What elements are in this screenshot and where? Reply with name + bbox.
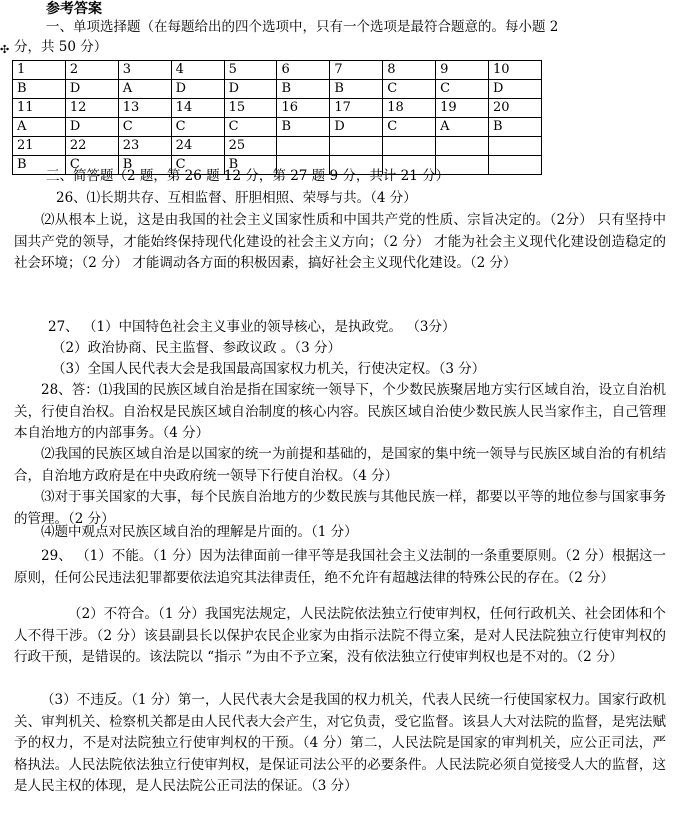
table-cell: B — [118, 156, 171, 175]
q28-part4: ⑷题中观点对民族区域自治的理解是片面的。（1 分） — [41, 524, 358, 540]
table-cell: C — [436, 80, 489, 99]
q29-part2: （2）不符合。（1 分）我国宪法规定，人民法院依法独立行使审判权，任何行政机关、社会团体和个人不得干涉。（2 分）该县副县长以保护农民企业家为由指示法院不得立案，是对人民法院独立行使审判权的行政干预，是错误的。该法院以 “指示 ”为由不予立案，没有依法独立行使审判权也是不对的。（2 分） — [14, 606, 666, 665]
table-cell: C — [383, 80, 436, 99]
table-row — [13, 80, 542, 99]
table-cell: B — [489, 118, 542, 137]
table-cell: C — [171, 156, 224, 175]
table-cell: C — [65, 156, 118, 175]
table-cell: 9 — [436, 61, 489, 80]
table-cell: 22 — [65, 137, 118, 156]
table-row — [13, 118, 542, 137]
page-title: 参考答案 — [46, 1, 102, 17]
table-cell: C — [118, 118, 171, 137]
table-row — [13, 99, 542, 118]
q27-part2: （2）政治协商、民主监督、参政议政 。（3 分） — [52, 340, 342, 356]
table-cell: B — [224, 156, 277, 175]
table-cell — [436, 137, 489, 156]
section1-heading: 一、单项选择题（在每题给出的四个选项中，只有一个选项是最符合题意的。每小题 2 — [46, 19, 559, 35]
table-cell: 12 — [65, 99, 118, 118]
table-cell: B — [330, 80, 383, 99]
table-cell: D — [65, 118, 118, 137]
table-cell: A — [436, 118, 489, 137]
table-cell: 23 — [118, 137, 171, 156]
table-cell: 4 — [171, 61, 224, 80]
table-cell: 17 — [330, 99, 383, 118]
table-cell: 10 — [489, 61, 542, 80]
table-cell: 11 — [13, 99, 66, 118]
table-cell: D — [489, 80, 542, 99]
table-cell: 1 — [13, 61, 66, 80]
table-cell: 14 — [171, 99, 224, 118]
move-handle-icon: ✣ — [0, 43, 10, 56]
table-cell — [330, 137, 383, 156]
q28-part2: ⑵我国的民族区域自治是以国家的统一为前提和基础的，是国家的集中统一领导与民族区域自治的有机结合，自治地方政府是在中央政府统一领导下行使自治权。（4 分） — [14, 446, 666, 484]
q26-part1: 26、⑴长期共存、互相监督、肝胆相照、荣辱与共。（4 分） — [56, 190, 417, 206]
table-cell: 15 — [224, 99, 277, 118]
table-cell: 18 — [383, 99, 436, 118]
table-cell: 21 — [13, 137, 66, 156]
table-row — [13, 61, 542, 80]
table-row — [13, 137, 542, 156]
table-cell: B — [13, 80, 66, 99]
table-cell: 16 — [277, 99, 330, 118]
q28-part1: 28、答：⑴我国的民族区域自治是指在国家统一领导下，个少数民族聚居地方实行区域自治，设立自治机关，行使自治权。自治权是民族区域自治制度的核心内容。民族区域自治使少数民族人民当家作主，自己管理本自治地方的内部事务。（4 分） — [14, 382, 666, 441]
table-cell: 7 — [330, 61, 383, 80]
table-cell: A — [118, 80, 171, 99]
table-cell: C — [224, 118, 277, 137]
table-cell: 24 — [171, 137, 224, 156]
q26-part2: ⑵从根本上说，这是由我国的社会主义国家性质和中国共产党的性质、宗旨决定的。（2分） 只有坚持中国共产党的领导，才能始终保持现代化建设的社会主义方向；（2 分） 才能为社会主义现代化建设创造稳定的社会环境；（2 分） 才能调动各方面的积极因素，搞好社会主义现代化建设。（2 分） — [14, 212, 666, 271]
table-cell: B — [277, 80, 330, 99]
table-cell: 6 — [277, 61, 330, 80]
q27-part1: 27、 （1）中国特色社会主义事业的领导核心，是执政党。 （3分） — [48, 319, 456, 335]
table-cell: B — [277, 118, 330, 137]
q28-part3: ⑶对于事关国家的大事，每个民族自治地方的少数民族与其他民族一样，都要以平等的地位参与国家事务的管理。（2 分） — [14, 489, 666, 527]
table-cell: 2 — [65, 61, 118, 80]
section1-heading-cont: 分，共 50 分） — [14, 39, 108, 55]
table-cell: 3 — [118, 61, 171, 80]
table-cell: 13 — [118, 99, 171, 118]
section3-heading: 三、简答题（2 题，第 26 题 12 分，第 27 题 9 分，共计 21 分） — [46, 168, 450, 184]
table-cell: D — [330, 118, 383, 137]
q29-part1: 29、 （1）不能。（1 分）因为法律面前一律平等是我国社会主义法制的一条重要原则。（2 分）根据这一原则，任何公民违法犯罪都要依法追究其法律责任，绝不允许有超越法律的特殊公民的存在。（2 分） — [14, 548, 666, 586]
table-cell: C — [383, 118, 436, 137]
table-cell — [489, 137, 542, 156]
table-cell: 25 — [224, 137, 277, 156]
answer-table — [12, 60, 542, 175]
q27-part3: （3）全国人民代表大会是我国最高国家权力机关，行使决定权。（3 分） — [52, 361, 486, 377]
table-cell: D — [224, 80, 277, 99]
table-cell — [277, 137, 330, 156]
table-cell: C — [171, 118, 224, 137]
q29-part3: （3）不违反。（1 分）第一，人民代表大会是我国的权力机关，代表人民统一行使国家权力。国家行政机关、审判机关、检察机关都是由人民代表大会产生，对它负责，受它监督。该县人大对法院的监督，是宪法赋予的权力，不是对法院独立行使审判权的干预。（4 分）第二，人民法院是国家的审判机关，应公正司法，严格执法。人民法院依法独立行使审判权，是保证司法公平的必要条件。人民法院必须自觉接受人大的监督，这是人民主权的体现，是人民法院公正司法的保证。（3 分） — [14, 692, 666, 794]
table-cell: 5 — [224, 61, 277, 80]
table-cell: B — [13, 156, 66, 175]
table-cell: 20 — [489, 99, 542, 118]
table-cell: 8 — [383, 61, 436, 80]
table-cell: D — [171, 80, 224, 99]
table-cell: D — [65, 80, 118, 99]
table-cell: A — [13, 118, 66, 137]
table-cell: 19 — [436, 99, 489, 118]
table-cell — [383, 137, 436, 156]
